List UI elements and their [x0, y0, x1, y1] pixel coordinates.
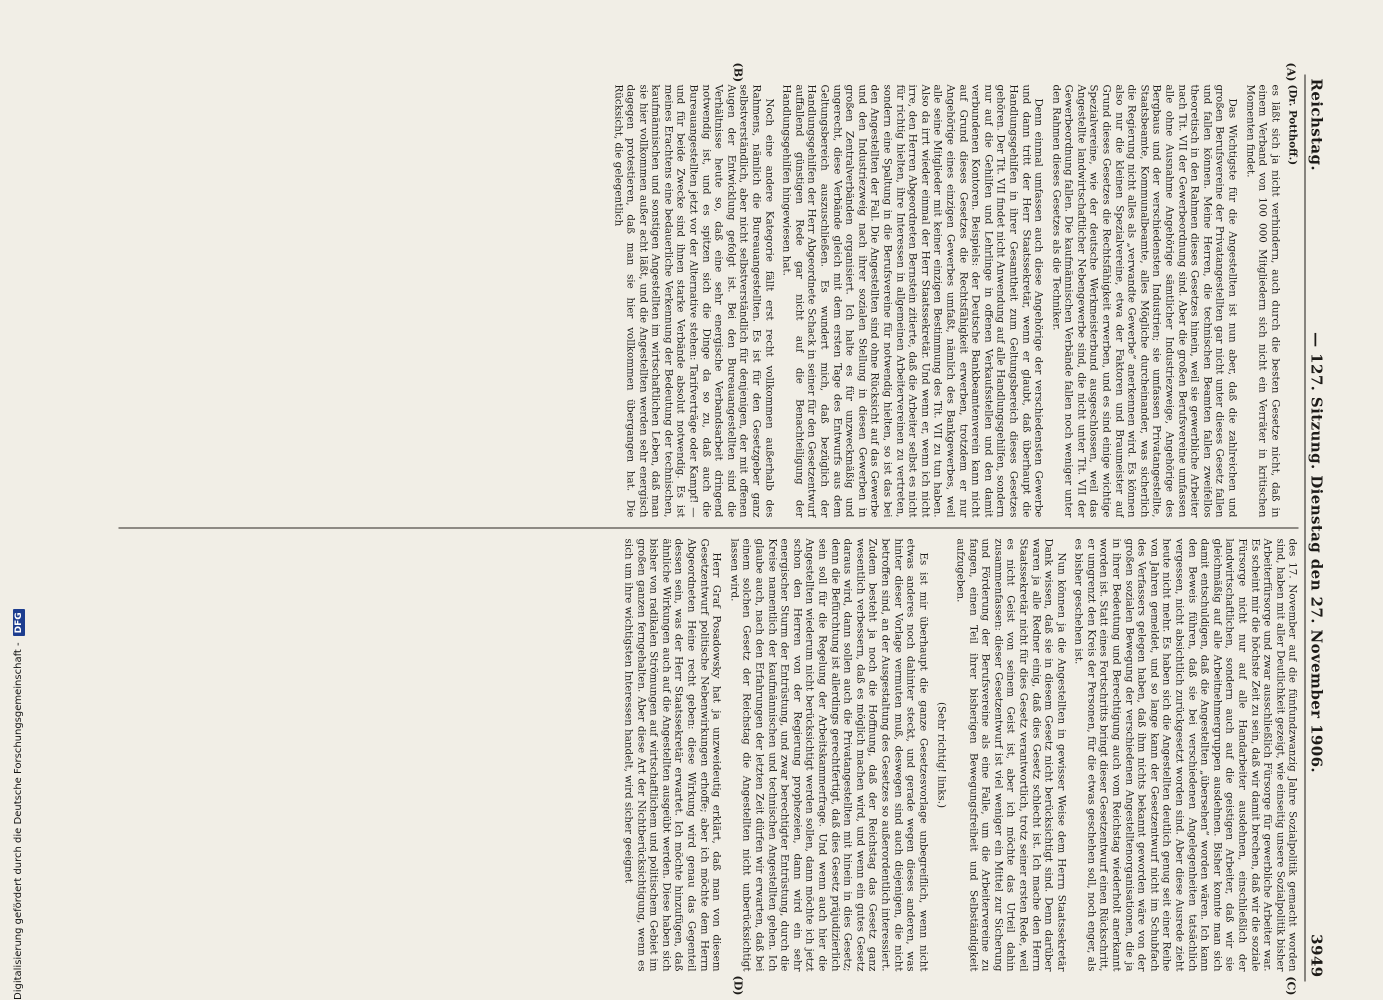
paragraph: des 17. November auf die fünfundzwanzig Jahre Sozialpolitik gemacht worden sind, haben mit aller Deutlichkeit gezeigt, wie einseitig unsere Sozialpolitik bisher Arbeiterfürsorge und zwar ausschließlich Fürsorge für gewerbliche Arbeiter war. Es scheint mir die höchste Zeit zu sein, daß wir damit brechen, daß wir die soziale Fürsorge nicht nur auf alle Handarbeiter ausdehnen, einschließlich der landwirtschaftlichen, sondern auch auf die geistigen Arbeiter, daß wir sie gleichmäßig auf alle Arbeitnehmergruppen ausdehnen. Bisher konnte man sich damit entschuldigen, daß die Angestellten „übersehen“ worden wären. Ich kann den Beweis führen, daß sie bei verschiedenen Angelegenheiten tatsächlich vergessen, nicht absichtlich zurückgesetzt worden sind. Aber diese Ausrede zieht heute nicht mehr. Es haben sich die Angestellten deutlich genug seit einer Reihe von Jahren gemeldet, und so lange kann der Gesetzentwurf nicht im Schubfach des Verfassers gelegen haben, daß ihm nichts bekannt geworden wäre von der großen sozialen Bewegung der verschiedenen Angestelltenorganisationen, die ja in ihrer Bedeutung und Berechtigung auch vom Reichstag wiederholt anerkannt worden ist. Statt eines Fortschritts bringt dieser Gesetzentwurf einen Rückschritt, er umgrenzt den Kreis der Personen, für die etwas geschehen soll, noch enger, als es bisher geschehen ist.	[1072, 538, 1299, 972]
paragraph: es läßt sich ja nicht verhindern, auch durch die besten Gesetze nicht, daß in einem Verband von 100 000 Mitgliedern sich nicht ein Verräter in kritischen Momenten findet.	[1244, 84, 1282, 518]
paragraph: Herr Graf Posadowsky hat ja unzweideutig erklärt, daß man von diesem Gesetzentwurf politische Nebenwirkungen erhoffe; aber ich möchte dem Herrn Abgeordneten Heine recht geben: diese Wirkung wird genau das Gegenteil dessen sein, was der Herr Staatssekretär erwartet. Ich möchte hinzufügen, daß ähnliche Wirkungen auch auf die Angestellten ausgeübt werden. Diese haben sich bisher von radikalen Strömungen auf wirtschaftlichem und politischem Gebiet im großen ganzen ferngehalten. Aber diese Art der Nichtberücksichtigung, wenn es sich um ihre wichtigsten Interessen handelt, wird sicher geeignet	[622, 538, 723, 972]
page-header	[1305, 75, 1326, 982]
right-column	[119, 529, 1299, 996]
left-column	[119, 62, 1299, 529]
speaker-name: (Dr. Potthoff.)	[1286, 84, 1299, 166]
header-session-date: — 127. Sitzung. Dienstag den 27. November 1906.	[1307, 332, 1326, 774]
margin-marker-b: (B)	[731, 62, 745, 83]
paragraph: Noch eine andere Kategorie fällt erst recht vollkommen außerhalb des Rahmens, nämlich die Bureauangestellten. Es ist für den Gesetzgeber ganz selbstverständlich, aber nicht selbstverständlich für denjenigen, der mit offenen Augen der Entwicklung gefolgt ist. Bei den Bureauangestellten sind die Verhältnisse heute so, daß eine sehr energische Verbandsarbeit dringend notwendig ist, und es spitzen sich die Dinge da so zu, daß auch die Bureauangestellten jetzt vor der Alternative stehen: Tarifverträge oder Kampf! — und für beide Zwecke sind ihnen starke Verbände absolut notwendig. Es ist meines Erachtens eine bedauerliche Verkennung der Bedeutung der technischen, kaufmännischen und sonstigen Angestellten im wirtschaftlichen Leben, daß man sie hier vollkommen außer acht läßt, und die Angestellten werden sehr energisch dagegen protestieren, daß man sie hier vollkommen übergangen hat. Die Rücksicht, die gelegentlich	[612, 84, 776, 518]
newspaper-page	[81, 61, 1331, 996]
paragraph: Nun können ja die Angestellten in gewisser Weise dem Herrn Staatssekretär Dank wissen, daß sie in diesem Gesetz nicht berücksichtigt sind. Denn darüber waren ja alle Redner einig, daß dies Gesetz schlecht ist. Ich mache den Herrn Staatssekretär nicht für dies Gesetz verantwortlich, trotz seiner ersten Rede, weil es nicht Geist von seinem Geist ist, aber ich möchte das Urteil dahin zusammenfassen: dieser Gesetzentwurf ist viel weniger ein Mittel zur Sicherung und Förderung der Berufsvereine als eine Falle, um die Arbeitervereine zu fangen, einen Teil ihrer bisherigen Bewegungsfreiheit und Selbständigkeit aufzugeben.	[954, 538, 1068, 972]
applause-note: (Sehr richtig! links.)	[935, 701, 948, 809]
header-title: Reichstag.	[1307, 78, 1326, 172]
margin-marker-d: (D)	[731, 975, 745, 996]
paragraph: Es ist mir überhaupt die ganze Gesetzesvorlage unbegreiflich, wenn nicht etwas anderes noch dahinter steckt, und gerade wegen dieses anderen, was hinter dieser Vorlage vermuten muß, deswegen sind auch diejenigen, die nicht betroffen sind, an der Ausgestaltung des Gesetzes so außerordentlich interessiert. Zudem besteht ja noch die Hoffnung, daß der Reichstag das Gesetz ganz wesentlich verbessern, daß es möglich machen wird, und wenn ein gutes Gesetz daraus wird, dann sollen auch die Privatangestellten mit hinein in dies Gesetz; denn die Befürchtung ist allerdings gerechtfertigt, daß dies Gesetz präjudizierlich sein soll für die Regelung der Arbeitskammerfrage. Und wenn auch hier die Angestellten wiederum nicht berücksichtigt werden sollen, dann möchte ich jetzt schon den Herren von der Regierung prophezeien, dann wird ein sehr energischer Sturm der Entrüstung, und zwar berechtigter Entrüstung, durch die Kreise namentlich der kaufmännischen und technischen Angestellten gehen. Ich glaube auch, nach den Erfahrungen der letzten Zeit dürfen wir erwarten, daß bei einem solchen Gesetz der Reichstag die Angestellten nicht unberücksichtigt lassen wird.	[728, 538, 930, 972]
paragraph: Denn einmal umfassen auch diese Angehörige der verschiedensten Gewerbe und dann tritt der Herr Staatssekretär, wenn er glaubt, daß überhaupt die Handlungsgehilfen in ihrer Gesamtheit zum Geltungsbereich dieses Gesetzes gehören. Der Tit. VII findet nicht Anwendung auf alle Handlungsgehilfen, sondern nur auf die Gehilfen und Lehrlinge in offenen Verkaufsstellen und den damit verbundenen Kontoren. Beispiels: der Deutsche Bankbeamtenverein kann nicht auf Grund dieses Gesetzes die Rechtsfähigkeit erwerben, trotzdem er nur Angehörige eines einzigen Gewerbes umfaßt, nämlich des Bankgewerbes, weil alle seine Mitglieder mit keiner einzigen Bestimmung des Tit. VII zu tun haben. Also da irrt wieder einmal der Herr Staatssekretär. Und wenn er, wenn ich nicht irre, den Herren Abgeordneten Bernstein zitierte, daß die Arbeiter selbst es nicht für richtig hielten, ihre Interessen in allgemeinen Arbeitervereinen zu vertreten, sondern eine Spaltung in die Berufsvereine für notwendig hielten, so ist das bei den Angestellten der Fall. Die Angestellten sind ohne Rücksicht auf das Gewerbe und den Industriezweig nach ihrer sozialen Stellung in diesen Gewerben in großen Zentralverbänden organisiert. Ich halte es für unzweckmäßig und ungerecht, diese Verbände gleich mit dem ersten Tage des Entwurfs aus dem Geltungsbereich auszuschließen. Es wundert mich, daß bezüglich der Handlungsgehilfen der Herr Abgeordnete Schack in seiner für den Gesetzentwurf auffallend günstigen Rede gar nicht auf die Benachteiligung der Handlungsgehilfen hingewiesen hat.	[780, 84, 1045, 518]
digitization-credit	[10, 10, 28, 1000]
paragraph: Das Wichtigste für die Angestellten ist nun aber, daß die zahlreichen und großen Berufsvereine der Privatangestellten gar nicht unter dieses Gesetz fallen und fallen können. Meine Herren, die technischen Beamten fallen zweifellos theoretisch in den Rahmen dieses Gesetzes hinein, weil sie gewerbliche Arbeiter nach Tit. VII der Gewerbeordnung sind. Aber die großen Berufsvereine umfassen alle ohne Ausnahme Angehörige sämtlicher Industriezweige, Angehörige des Bergbaus und der verschiedensten Industrien; sie umfassen Privatangestellte, Staatsbeamte, Kommunalbeamte, alles Mögliche durcheinander, was sicherlich die Regierung nicht alles als „verwandte Gewerbe“ anerkennen wird. Es können also nur die kleinen Spezialvereine, etwa der Faktoren und Braumeister auf Grund dieses Gesetzes die Rechtsfähigkeit erwerben, und es sind einige wichtige Spezialvereine, wie der deutsche Werkmeisterbund ausgeschlossen, weil das Angestellte landwirtschaftlicher Nebengewerbe sind, die nicht unter Tit. VII der Gewerbeordnung fallen. Die kaufmännischen Verbände fallen noch weniger unter den Rahmen dieses Gesetzes als die Techniker.	[1050, 84, 1239, 518]
dfg-logo: DFG	[13, 609, 25, 636]
margin-marker-a: (A)	[1284, 62, 1298, 82]
margin-marker-c: (C)	[1284, 976, 1298, 996]
credit-text: Digitalisierung gefördert durch die Deutsche Forschungsgemeinschaft -	[13, 642, 24, 1000]
page-number: 3949	[1307, 934, 1326, 978]
text-columns	[119, 62, 1299, 996]
